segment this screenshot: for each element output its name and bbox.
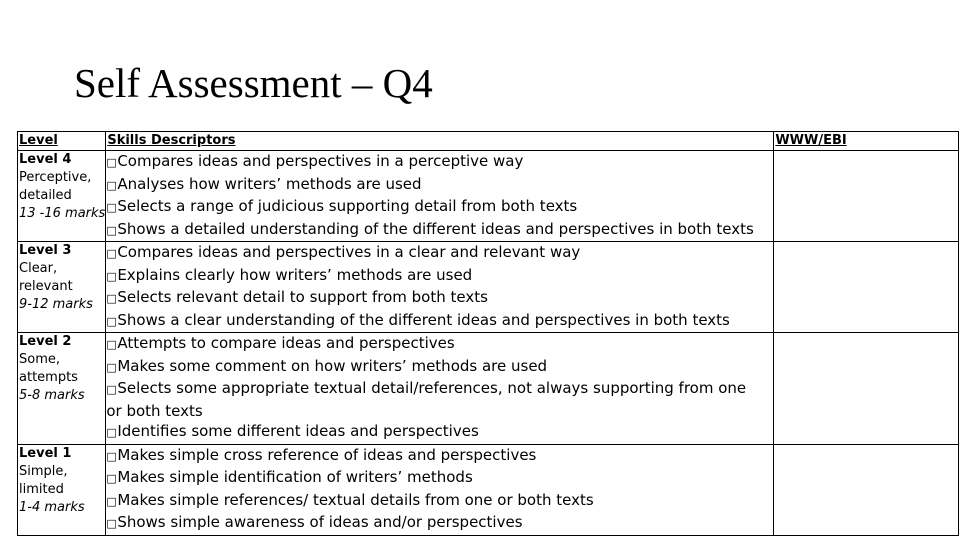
descriptors-cell bbox=[106, 242, 774, 333]
checkbox-bullet-icon: □ bbox=[106, 338, 117, 351]
level-quality: Some, bbox=[19, 352, 60, 367]
checkbox-bullet-icon: □ bbox=[106, 292, 117, 305]
descriptor-text: Compares ideas and perspectives in a perceptive way bbox=[117, 152, 524, 170]
descriptor-text: Explains clearly how writers’ methods are used bbox=[117, 265, 473, 284]
level-quality: Clear, bbox=[19, 261, 58, 276]
descriptor-item bbox=[106, 401, 773, 422]
descriptor-item bbox=[106, 196, 773, 219]
level-quality: detailed bbox=[19, 188, 72, 203]
checkbox-bullet-icon: □ bbox=[106, 472, 117, 485]
level-cell bbox=[18, 151, 106, 242]
descriptor-item bbox=[106, 356, 773, 379]
descriptor-text: Selects relevant detail to support from both texts bbox=[117, 288, 488, 306]
descriptor-text: Makes simple references/ textual details from one or both texts bbox=[117, 490, 594, 509]
header-www-ebi: WWW/EBI bbox=[774, 132, 959, 151]
level-quality: Perceptive, bbox=[19, 170, 92, 185]
page-title: Self Assessment – Q4 bbox=[74, 60, 433, 106]
checkbox-bullet-icon: □ bbox=[106, 223, 117, 237]
table-row bbox=[18, 151, 959, 242]
descriptor-text: Attempts to compare ideas and perspectives bbox=[117, 334, 455, 352]
www-ebi-cell[interactable] bbox=[774, 444, 959, 535]
checkbox-bullet-icon: □ bbox=[106, 383, 117, 396]
descriptor-text: Makes simple cross reference of ideas and perspectives bbox=[117, 445, 537, 464]
descriptor-item bbox=[106, 333, 773, 356]
checkbox-bullet-icon: □ bbox=[106, 201, 117, 214]
www-ebi-cell[interactable] bbox=[774, 151, 959, 242]
level-cell bbox=[18, 444, 106, 535]
descriptor-text: Compares ideas and perspectives in a clear and relevant way bbox=[117, 243, 581, 261]
level-marks: 13 -16 marks bbox=[19, 206, 106, 221]
descriptor-text: Makes simple identification of writers’ methods bbox=[117, 468, 473, 486]
descriptor-item bbox=[106, 445, 773, 468]
checkbox-bullet-icon: □ bbox=[106, 517, 117, 530]
descriptor-item bbox=[106, 242, 773, 265]
descriptor-text: Shows simple awareness of ideas and/or perspectives bbox=[117, 513, 523, 531]
checkbox-bullet-icon: □ bbox=[106, 156, 117, 169]
level-quality: Simple, bbox=[19, 463, 68, 479]
checkbox-bullet-icon: □ bbox=[106, 449, 117, 463]
descriptor-item bbox=[106, 310, 773, 333]
checkbox-bullet-icon: □ bbox=[106, 178, 117, 192]
checkbox-bullet-icon: □ bbox=[106, 360, 117, 374]
descriptor-item bbox=[106, 378, 773, 401]
descriptor-text: Makes some comment on how writers’ methods are used bbox=[117, 356, 548, 375]
checkbox-bullet-icon: □ bbox=[106, 426, 117, 439]
descriptor-item bbox=[106, 265, 773, 288]
descriptor-item bbox=[106, 219, 773, 242]
descriptor-item bbox=[106, 421, 773, 444]
www-ebi-cell[interactable] bbox=[774, 333, 959, 445]
checkbox-bullet-icon: □ bbox=[106, 494, 117, 508]
descriptors-cell bbox=[106, 333, 774, 445]
table-row bbox=[18, 242, 959, 333]
level-name: Level 3 bbox=[19, 243, 72, 258]
descriptor-text: Selects some appropriate textual detail/references, not always supporting from one bbox=[117, 379, 747, 397]
level-name: Level 4 bbox=[19, 152, 72, 167]
descriptor-item bbox=[106, 490, 773, 513]
level-marks: 9-12 marks bbox=[19, 297, 93, 312]
level-name: Level 1 bbox=[19, 445, 72, 461]
descriptor-item bbox=[106, 287, 773, 310]
table-row bbox=[18, 333, 959, 445]
level-cell bbox=[18, 333, 106, 445]
checkbox-bullet-icon: □ bbox=[106, 247, 117, 260]
descriptor-item bbox=[106, 151, 773, 174]
header-level: Level bbox=[18, 132, 106, 151]
assessment-table bbox=[17, 131, 959, 536]
descriptor-item bbox=[106, 467, 773, 490]
level-marks: 1-4 marks bbox=[19, 499, 85, 515]
checkbox-bullet-icon: □ bbox=[106, 269, 117, 283]
level-cell bbox=[18, 242, 106, 333]
descriptor-text: Shows a clear understanding of the different ideas and perspectives in both texts bbox=[117, 310, 730, 329]
level-quality: limited bbox=[19, 481, 64, 497]
descriptors-cell bbox=[106, 444, 774, 535]
checkbox-bullet-icon: □ bbox=[106, 314, 117, 328]
descriptor-text: Shows a detailed understanding of the different ideas and perspectives in both texts bbox=[117, 219, 754, 238]
level-quality: attempts bbox=[19, 370, 78, 385]
descriptors-cell bbox=[106, 151, 774, 242]
level-quality: relevant bbox=[19, 279, 73, 294]
table-row bbox=[18, 444, 959, 535]
header-skills-descriptors: Skills Descriptors bbox=[106, 132, 774, 151]
descriptor-text: Identifies some different ideas and perspectives bbox=[117, 422, 479, 440]
descriptor-text: Analyses how writers’ methods are used bbox=[117, 174, 422, 193]
table-header-row bbox=[18, 132, 959, 151]
descriptor-item bbox=[106, 512, 773, 535]
descriptor-text: Selects a range of judicious supporting detail from both texts bbox=[117, 197, 578, 215]
descriptor-item bbox=[106, 174, 773, 197]
level-name: Level 2 bbox=[19, 334, 72, 349]
www-ebi-cell[interactable] bbox=[774, 242, 959, 333]
level-marks: 5-8 marks bbox=[19, 388, 85, 403]
descriptor-text: or both texts bbox=[106, 401, 203, 420]
